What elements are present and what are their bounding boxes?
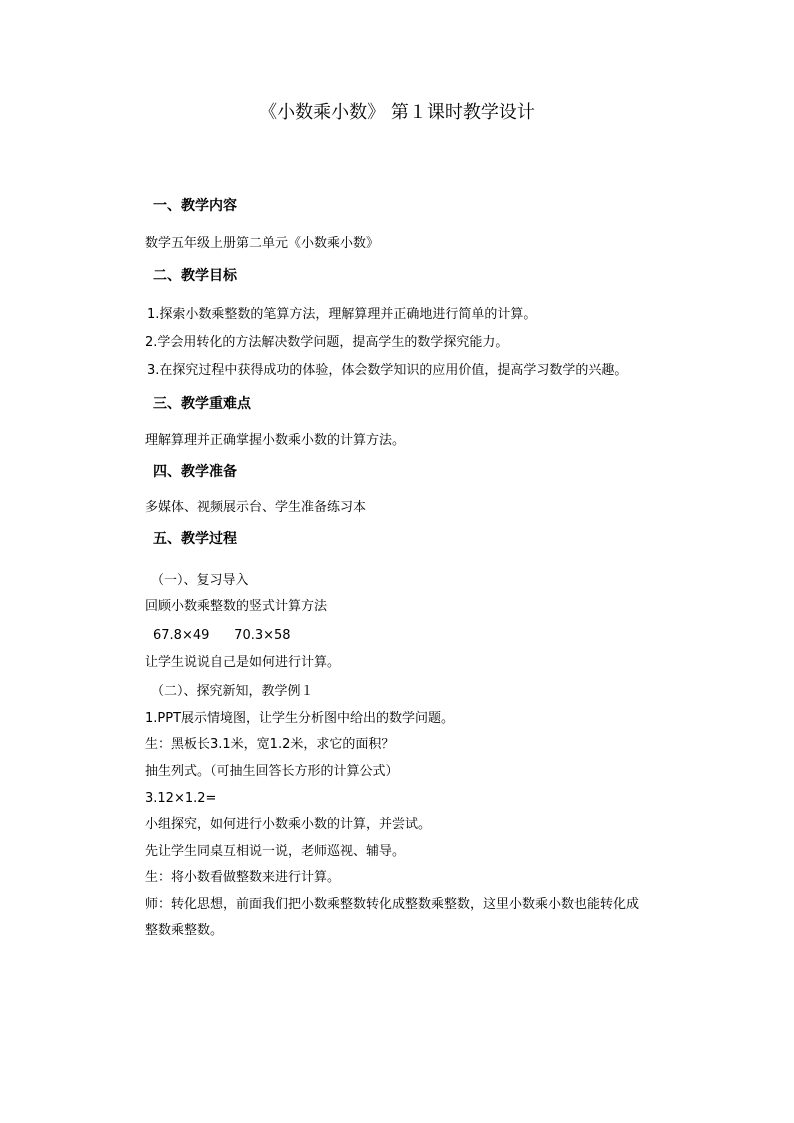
process-review-expressions: 67.8×49 70.3×58 — [153, 628, 291, 643]
process-explore-line-5: 小组探究，如何进行小数乘小数的计算，并尝试。 — [145, 817, 432, 832]
process-explore-line-6: 先让学生同桌互相说一说，老师巡视、辅导。 — [145, 844, 406, 859]
process-subheading-review: （一）、复习导入 — [151, 573, 249, 588]
process-review-line-1: 回顾小数乘整数的竖式计算方法 — [145, 599, 328, 614]
teaching-goal-2: 2.学会用转化的方法解决数学问题，提高学生的数学探究能力。 — [145, 335, 509, 350]
process-explore-line-9: 整数乘整数。 — [145, 923, 224, 938]
process-explore-line-3: 抽生列式。（可抽生回答长方形的计算公式） — [145, 764, 399, 779]
process-explore-line-2: 生：黑板长3.1米，宽1.2米，求它的面积？ — [145, 737, 395, 752]
section-heading-teaching-process: 五、教学过程 — [153, 531, 237, 547]
process-explore-line-7: 生：将小数看做整数来进行计算。 — [145, 870, 341, 885]
process-review-line-3: 让学生说说自己是如何进行计算。 — [145, 655, 341, 670]
process-subheading-explore: （二）、探究新知，教学例１ — [151, 684, 314, 699]
preparation-text: 多媒体、视频展示台、学生准备练习本 — [145, 500, 367, 515]
document-title: 《小数乘小数》 第１课时教学设计 — [259, 102, 535, 123]
teaching-goal-3: 3.在探究过程中获得成功的体验，体会数学知识的应用价值，提高学习数学的兴趣。 — [147, 363, 628, 378]
section-heading-key-points: 三、教学重难点 — [153, 396, 251, 412]
key-points-text: 理解算理并正确掌握小数乘小数的计算方法。 — [145, 433, 406, 448]
process-explore-expression: 3.12×1.2= — [145, 791, 217, 806]
teaching-goal-1: 1.探索小数乘整数的笔算方法，理解算理并正确地进行简单的计算。 — [147, 307, 537, 322]
section-heading-teaching-goals: 二、教学目标 — [153, 268, 237, 284]
process-explore-line-8: 师：转化思想，前面我们把小数乘整数转化成整数乘整数，这里小数乘小数也能转化成 — [145, 897, 640, 912]
process-explore-line-1: 1.PPT展示情境图，让学生分析图中给出的数学问题。 — [145, 711, 455, 726]
section-heading-preparation: 四、教学准备 — [153, 464, 237, 480]
teaching-content-text: 数学五年级上册第二单元《小数乘小数》 — [145, 236, 380, 251]
section-heading-teaching-content: 一、教学内容 — [153, 198, 237, 214]
